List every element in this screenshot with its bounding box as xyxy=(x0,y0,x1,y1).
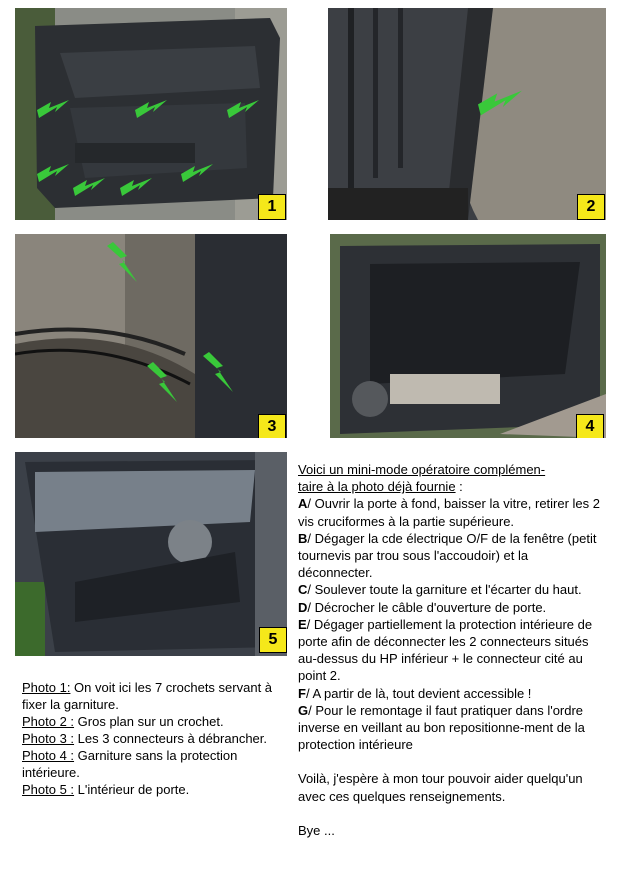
connector-arrow-icon xyxy=(147,362,183,402)
photo-3 xyxy=(15,234,287,438)
step-b xyxy=(298,530,603,582)
photo-number-badge: 5 xyxy=(259,627,287,653)
step-letter: G xyxy=(298,702,309,718)
hook-arrow-icon xyxy=(135,100,167,118)
caption-text: L'intérieur de porte. xyxy=(74,782,190,797)
hook-arrow-icon xyxy=(227,100,259,118)
hook-arrow-icon xyxy=(120,178,152,196)
caption-photo-3 xyxy=(22,730,287,747)
step-letter: B xyxy=(298,530,308,546)
step-text: / Dégager partiellement la protection intérieure de porte afin de déconnecter les 2 connecteurs situés au-dessus du HP inférieur + le connecteur cité au point 2. xyxy=(298,616,593,684)
caption-text: Les 3 connecteurs à débrancher. xyxy=(74,731,268,746)
step-text: / Décrocher le câble d'ouverture de porte. xyxy=(307,599,547,615)
caption-photo-2 xyxy=(22,713,287,730)
step-a xyxy=(298,495,603,529)
photo-2 xyxy=(328,8,606,220)
caption-label: Photo 1: xyxy=(22,680,71,695)
hook-arrow-icon xyxy=(478,90,522,116)
photo-number-badge: 1 xyxy=(258,194,286,220)
caption-text: Garniture sans la protection intérieure. xyxy=(22,748,238,780)
step-text: / Dégager la cde électrique O/F de la fenêtre (petit tournevis par trou sous l'accoudoir) et la déconnecter. xyxy=(298,530,597,581)
step-letter: D xyxy=(298,599,308,615)
caption-photo-5 xyxy=(22,781,287,798)
step-text: / Soulever toute la garniture et l'écarter du haut. xyxy=(307,582,582,598)
photo-4 xyxy=(330,234,606,438)
hook-arrow-icon xyxy=(37,100,69,118)
photo-5 xyxy=(15,452,287,656)
instructions xyxy=(298,461,603,839)
title-colon: : xyxy=(455,479,463,495)
hook-arrow-icon xyxy=(73,178,105,196)
photo-number-badge: 4 xyxy=(576,414,604,438)
photo-captions xyxy=(22,679,287,798)
caption-text: On voit ici les 7 crochets servant à fixer la garniture. xyxy=(22,680,273,712)
caption-photo-4 xyxy=(22,747,287,781)
caption-label: Photo 4 : xyxy=(22,748,75,763)
title-line-2: taire à la photo déjà fournie xyxy=(298,479,456,495)
photo-number-badge: 3 xyxy=(258,414,286,438)
connector-arrow-icon xyxy=(107,242,143,282)
step-d xyxy=(298,599,603,616)
door-no-protection-image xyxy=(330,234,606,438)
photo-number-badge: 2 xyxy=(577,194,605,220)
caption-label: Photo 3 : xyxy=(22,731,75,746)
title-line-1: Voici un mini-mode opératoire complémen- xyxy=(298,462,546,477)
step-c xyxy=(298,581,603,598)
step-g xyxy=(298,702,603,754)
photo-1 xyxy=(15,8,287,220)
hook-arrow-icon xyxy=(181,164,213,182)
step-letter: A xyxy=(298,496,308,512)
caption-photo-1 xyxy=(22,679,287,713)
step-f xyxy=(298,685,603,702)
closing-text: Voilà, j'espère à mon tour pouvoir aider quelqu'un avec ces quelques renseignements. xyxy=(298,771,583,804)
caption-label: Photo 2 : xyxy=(22,714,75,729)
step-text: / Pour le remontage il faut pratiquer dans l'ordre inverse en veillant au bon repositionne-ment de la protection intérieure xyxy=(298,702,585,753)
hook-arrow-icon xyxy=(37,164,69,182)
step-letter: F xyxy=(298,685,306,701)
step-letter: E xyxy=(298,616,307,632)
step-letter: C xyxy=(298,582,308,598)
hook-closeup-image xyxy=(328,8,606,220)
door-interior-image xyxy=(15,452,287,656)
caption-label: Photo 5 : xyxy=(22,782,75,797)
connector-arrow-icon xyxy=(203,352,239,392)
bye-text: Bye ... xyxy=(298,822,335,838)
step-e xyxy=(298,616,603,685)
instructions-title xyxy=(298,461,603,495)
caption-text: Gros plan sur un crochet. xyxy=(74,714,224,729)
step-text: / A partir de là, tout devient accessible ! xyxy=(305,685,532,701)
step-text: / Ouvrir la porte à fond, baisser la vitre, retirer les 2 vis cruciformes à la partie supérieure. xyxy=(298,496,601,529)
connectors-image xyxy=(15,234,287,438)
